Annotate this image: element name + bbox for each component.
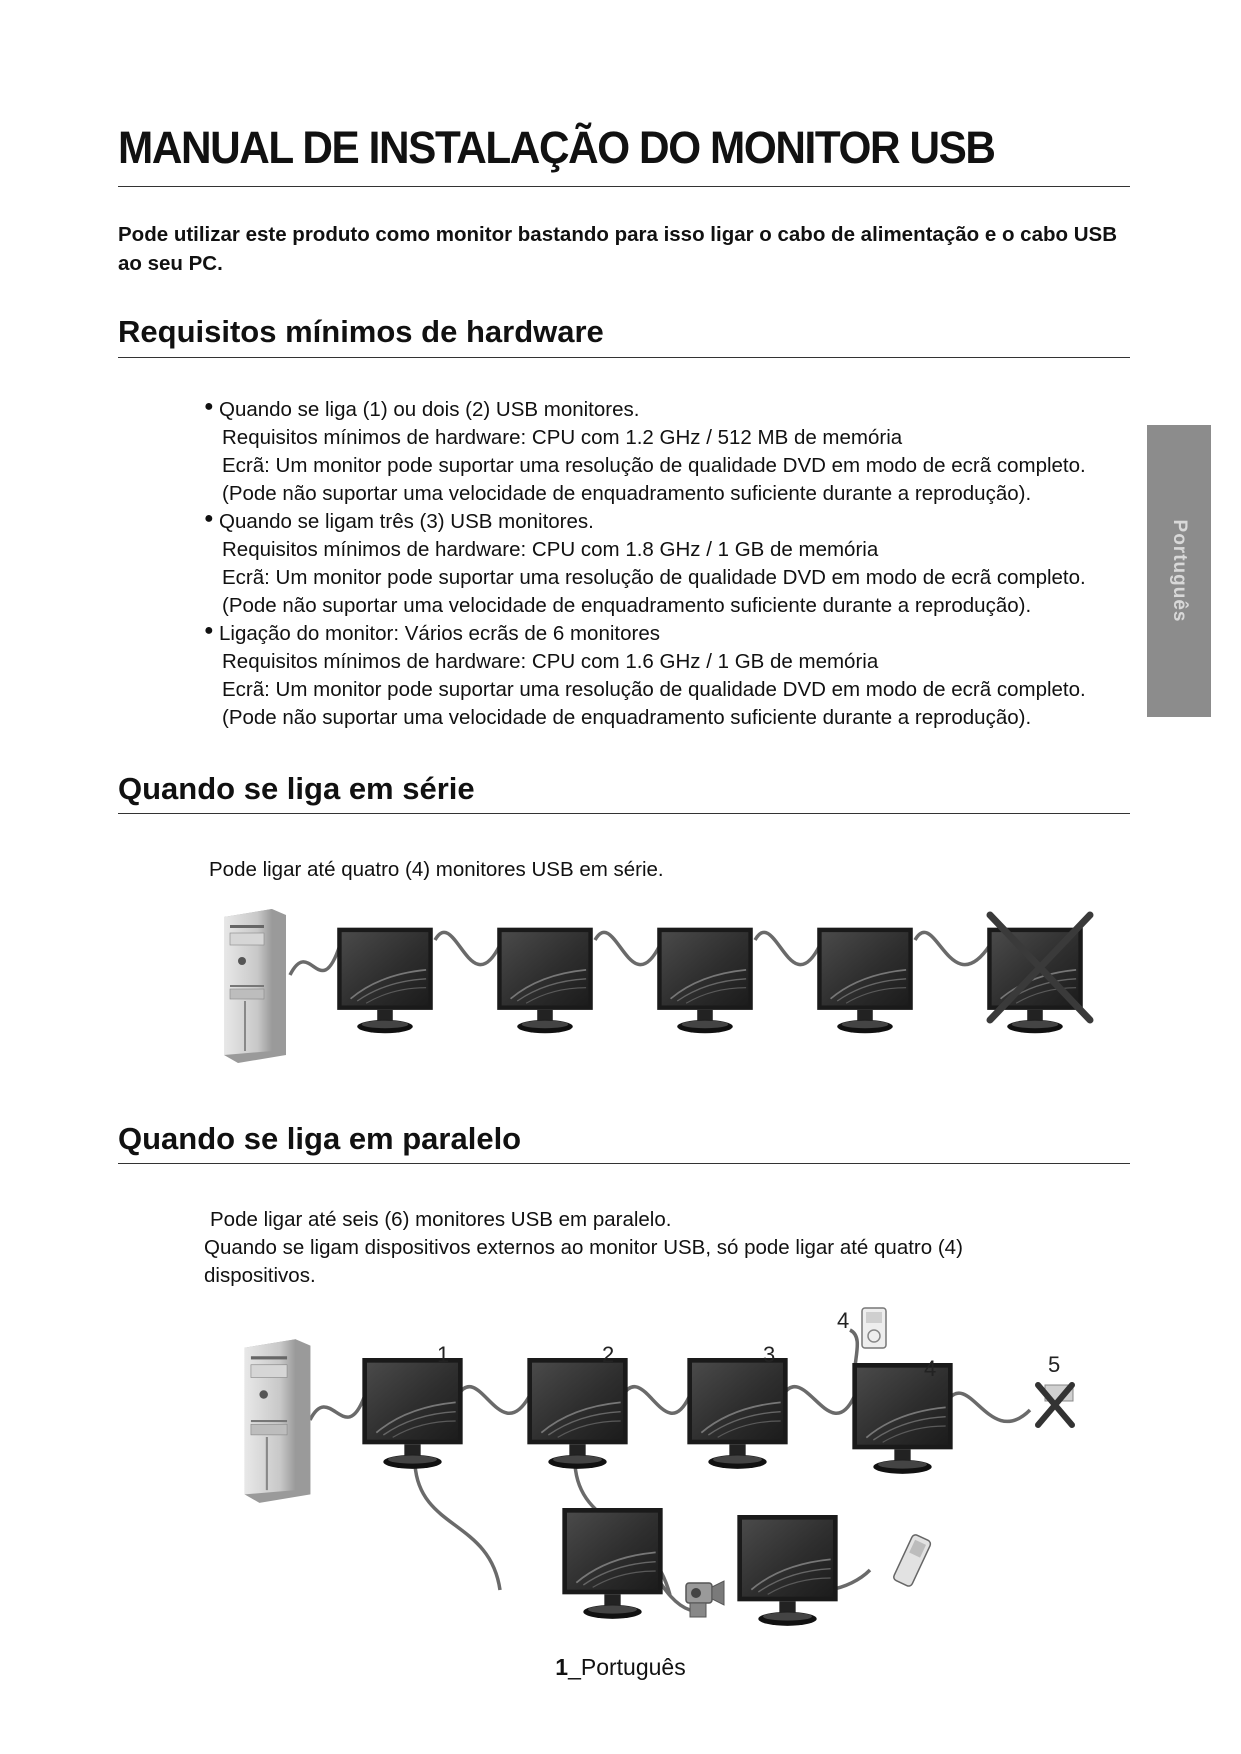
- requirement-note: (Pode não suportar uma velocidade de enquadramento suficiente durante a reprodução).: [222, 594, 1032, 617]
- requirement-note: (Pode não suportar uma velocidade de enquadramento suficiente durante a reprodução).: [222, 482, 1032, 505]
- requirement-screen: Ecrã: Um monitor pode suportar uma resolução de qualidade DVD em modo de ecrã completo.: [222, 566, 1086, 589]
- device-number-label: 4: [837, 1308, 850, 1333]
- pc-tower: [245, 1339, 311, 1503]
- parallel-text-3: dispositivos.: [204, 1264, 316, 1287]
- parallel-text-2: Quando se ligam dispositivos externos ao monitor USB, só pode ligar até quatro (4): [204, 1236, 963, 1259]
- page-title: MANUAL DE INSTALAÇÃO DO MONITOR USB: [118, 122, 995, 173]
- language-side-tab: [1147, 425, 1211, 717]
- requirement-item: [200, 396, 1140, 508]
- bullet-icon: ●: [204, 510, 214, 527]
- bullet-icon: ●: [204, 622, 214, 639]
- usb-monitor: [657, 928, 753, 1034]
- series-heading: Quando se liga em série: [118, 771, 475, 806]
- usb-monitor: [527, 1358, 627, 1469]
- requirements-rule: [118, 357, 1130, 358]
- usb-monitor: [562, 1508, 662, 1619]
- requirement-title: Ligação do monitor: Vários ecrãs de 6 monitores: [219, 622, 660, 645]
- monitor-number-label: 4: [924, 1356, 937, 1381]
- excess-number-label: 5: [1048, 1352, 1061, 1377]
- intro-text: Pode utilizar este produto como monitor bastando para isso ligar o cabo de alimentação e o cabo USB ao seu PC.: [118, 223, 1117, 275]
- language-side-tab-label: Português: [1169, 519, 1190, 623]
- requirement-hardware: Requisitos mínimos de hardware: CPU com 1.6 GHz / 1 GB de memória: [222, 650, 879, 673]
- series-rule: [118, 813, 1130, 814]
- requirement-item: [200, 620, 1140, 732]
- pc-tower: [224, 909, 286, 1063]
- requirement-hardware: Requisitos mínimos de hardware: CPU com 1.2 GHz / 512 MB de memória: [222, 426, 903, 449]
- mp3-player-icon: [862, 1308, 886, 1348]
- usb-monitor: [687, 1358, 787, 1469]
- requirements-list: [200, 396, 1140, 732]
- page-number: 1: [555, 1654, 569, 1680]
- requirement-title: Quando se ligam três (3) USB monitores.: [219, 510, 594, 533]
- usb-monitor: [852, 1363, 952, 1474]
- usb-monitor: [817, 928, 913, 1034]
- parallel-rule: [118, 1163, 1130, 1164]
- video-camera-icon: [686, 1581, 724, 1617]
- series-connection-diagram: [215, 895, 1115, 1075]
- requirement-screen: Ecrã: Um monitor pode suportar uma resolução de qualidade DVD em modo de ecrã completo.: [222, 454, 1086, 477]
- usb-monitor: [497, 928, 593, 1034]
- usb-monitor-excess: [987, 928, 1083, 1034]
- mobile-phone-icon: [892, 1534, 931, 1588]
- parallel-connection-diagram: [230, 1300, 1130, 1640]
- requirement-title: Quando se liga (1) ou dois (2) USB monitores.: [219, 398, 640, 421]
- bullet-icon: ●: [204, 398, 214, 415]
- requirement-screen: Ecrã: Um monitor pode suportar uma resolução de qualidade DVD em modo de ecrã completo.: [222, 678, 1086, 701]
- requirements-heading: Requisitos mínimos de hardware: [118, 314, 604, 349]
- page-footer-label: _Português: [568, 1654, 686, 1680]
- series-text: Pode ligar até quatro (4) monitores USB em série.: [209, 858, 664, 881]
- usb-monitor: [737, 1515, 837, 1626]
- title-rule: [118, 186, 1130, 187]
- monitor-number-label: 1: [437, 1342, 450, 1367]
- page-footer: [0, 1654, 1241, 1681]
- parallel-text-1: Pode ligar até seis (6) monitores USB em paralelo.: [210, 1208, 672, 1231]
- usb-monitor: [337, 928, 433, 1034]
- requirement-hardware: Requisitos mínimos de hardware: CPU com 1.8 GHz / 1 GB de memória: [222, 538, 879, 561]
- requirement-item: [200, 508, 1140, 620]
- requirement-note: (Pode não suportar uma velocidade de enquadramento suficiente durante a reprodução).: [222, 706, 1032, 729]
- parallel-heading: Quando se liga em paralelo: [118, 1121, 522, 1156]
- monitor-number-label: 3: [763, 1342, 776, 1367]
- monitor-number-label: 2: [602, 1342, 615, 1367]
- usb-monitor: [362, 1358, 462, 1469]
